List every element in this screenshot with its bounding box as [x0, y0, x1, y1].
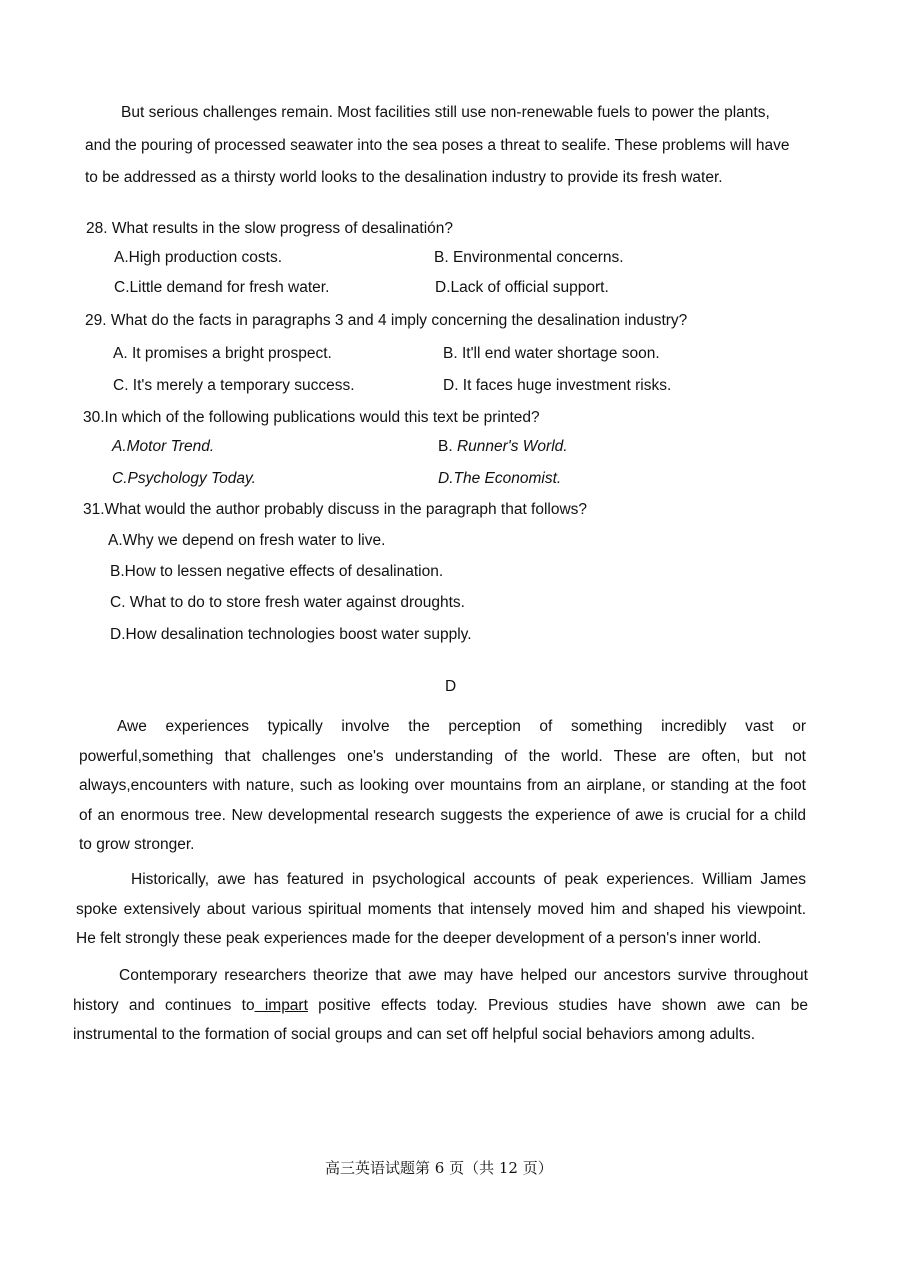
text-run: history and continues to	[73, 996, 255, 1014]
paragraph-line: to be addressed as a thirsty world looks to the desalination industry to provide its fresh water.	[85, 169, 723, 186]
question-31-option-c: C. What to do to store fresh water against droughts.	[110, 594, 465, 611]
paragraph-line: Awe experiences typically involve the perception of something incredibly vast or	[117, 718, 806, 735]
passage-c-final-paragraph	[85, 97, 790, 195]
paragraph-line: Historically, awe has featured in psychological accounts of peak experiences. William James	[131, 871, 806, 888]
paragraph-line: powerful,something that challenges one's understanding of the world. These are often, but not	[79, 747, 806, 765]
question-30-option-d: D.The Economist.	[438, 470, 562, 487]
paragraph-line	[73, 991, 808, 1021]
text-run: positive effects today. Previous studies have shown awe can be	[307, 996, 808, 1014]
paragraph-line: of an enormous tree. New developmental research suggests the experience of awe is crucial for a child	[79, 806, 806, 824]
paragraph-line: always,encounters with nature, such as looking over mountains from an airplane, or standing at the foot	[79, 777, 806, 794]
page-footer: 高三英语试题第 6 页（共 12 页）	[325, 1159, 553, 1177]
paragraph-line: He felt strongly these peak experiences made for the deeper development of a person's inner world.	[76, 930, 762, 947]
question-28-option-a: A.High production costs.	[114, 249, 283, 266]
paragraph-line: and the pouring of processed seawater into the sea poses a threat to sealife. These problems will have	[85, 136, 790, 154]
section-d-paragraph-2	[76, 865, 806, 954]
question-28-option-b: B. Environmental concerns.	[434, 249, 624, 266]
question-29-stem: 29. What do the facts in paragraphs 3 and 4 imply concerning the desalination industry?	[85, 312, 688, 329]
question-31-option-a: A.Why we depend on fresh water to live.	[108, 532, 386, 549]
paragraph-line: instrumental to the formation of social groups and can set off helpful social behaviors among adults.	[73, 1026, 756, 1043]
question-31-option-d: D.How desalination technologies boost water supply.	[110, 626, 472, 643]
question-28-option-d: D.Lack of official support.	[435, 279, 609, 296]
question-30-option-c: C.Psychology Today.	[112, 470, 256, 487]
question-30-option-a: A.Motor Trend.	[112, 438, 215, 455]
question-29-option-c: C. It's merely a temporary success.	[113, 377, 355, 394]
question-28-stem: 28. What results in the slow progress of desalinatión?	[86, 220, 454, 237]
question-29-option-a: A. It promises a bright prospect.	[113, 345, 332, 362]
question-29-option-d: D. It faces huge investment risks.	[443, 377, 672, 394]
question-30-stem: 30.In which of the following publications would this text be printed?	[83, 409, 540, 426]
paragraph-line: spoke extensively about various spiritual moments that intensely moved him and shaped his viewpoint.	[76, 900, 806, 918]
underlined-word-impart: impart	[254, 996, 308, 1014]
paragraph-line: But serious challenges remain. Most facilities still use non-renewable fuels to power the plants,	[121, 104, 770, 121]
question-30-option-b	[438, 438, 568, 456]
section-d-heading: D	[445, 678, 457, 695]
question-31-stem: 31.What would the author probably discuss in the paragraph that follows?	[83, 501, 588, 518]
section-d-paragraph-3	[73, 961, 808, 1050]
section-d-paragraph-1	[79, 712, 806, 860]
question-31-option-b: B.How to lessen negative effects of desalination.	[110, 563, 444, 580]
paragraph-line: Contemporary researchers theorize that awe may have helped our ancestors survive throughout	[119, 967, 808, 984]
question-29-option-b: B. It'll end water shortage soon.	[443, 345, 660, 362]
paragraph-line: to grow stronger.	[79, 836, 195, 853]
option-b-title: Runner's World.	[456, 438, 568, 455]
question-28-option-c: C.Little demand for fresh water.	[114, 279, 330, 296]
option-b-label: B.	[438, 438, 457, 455]
